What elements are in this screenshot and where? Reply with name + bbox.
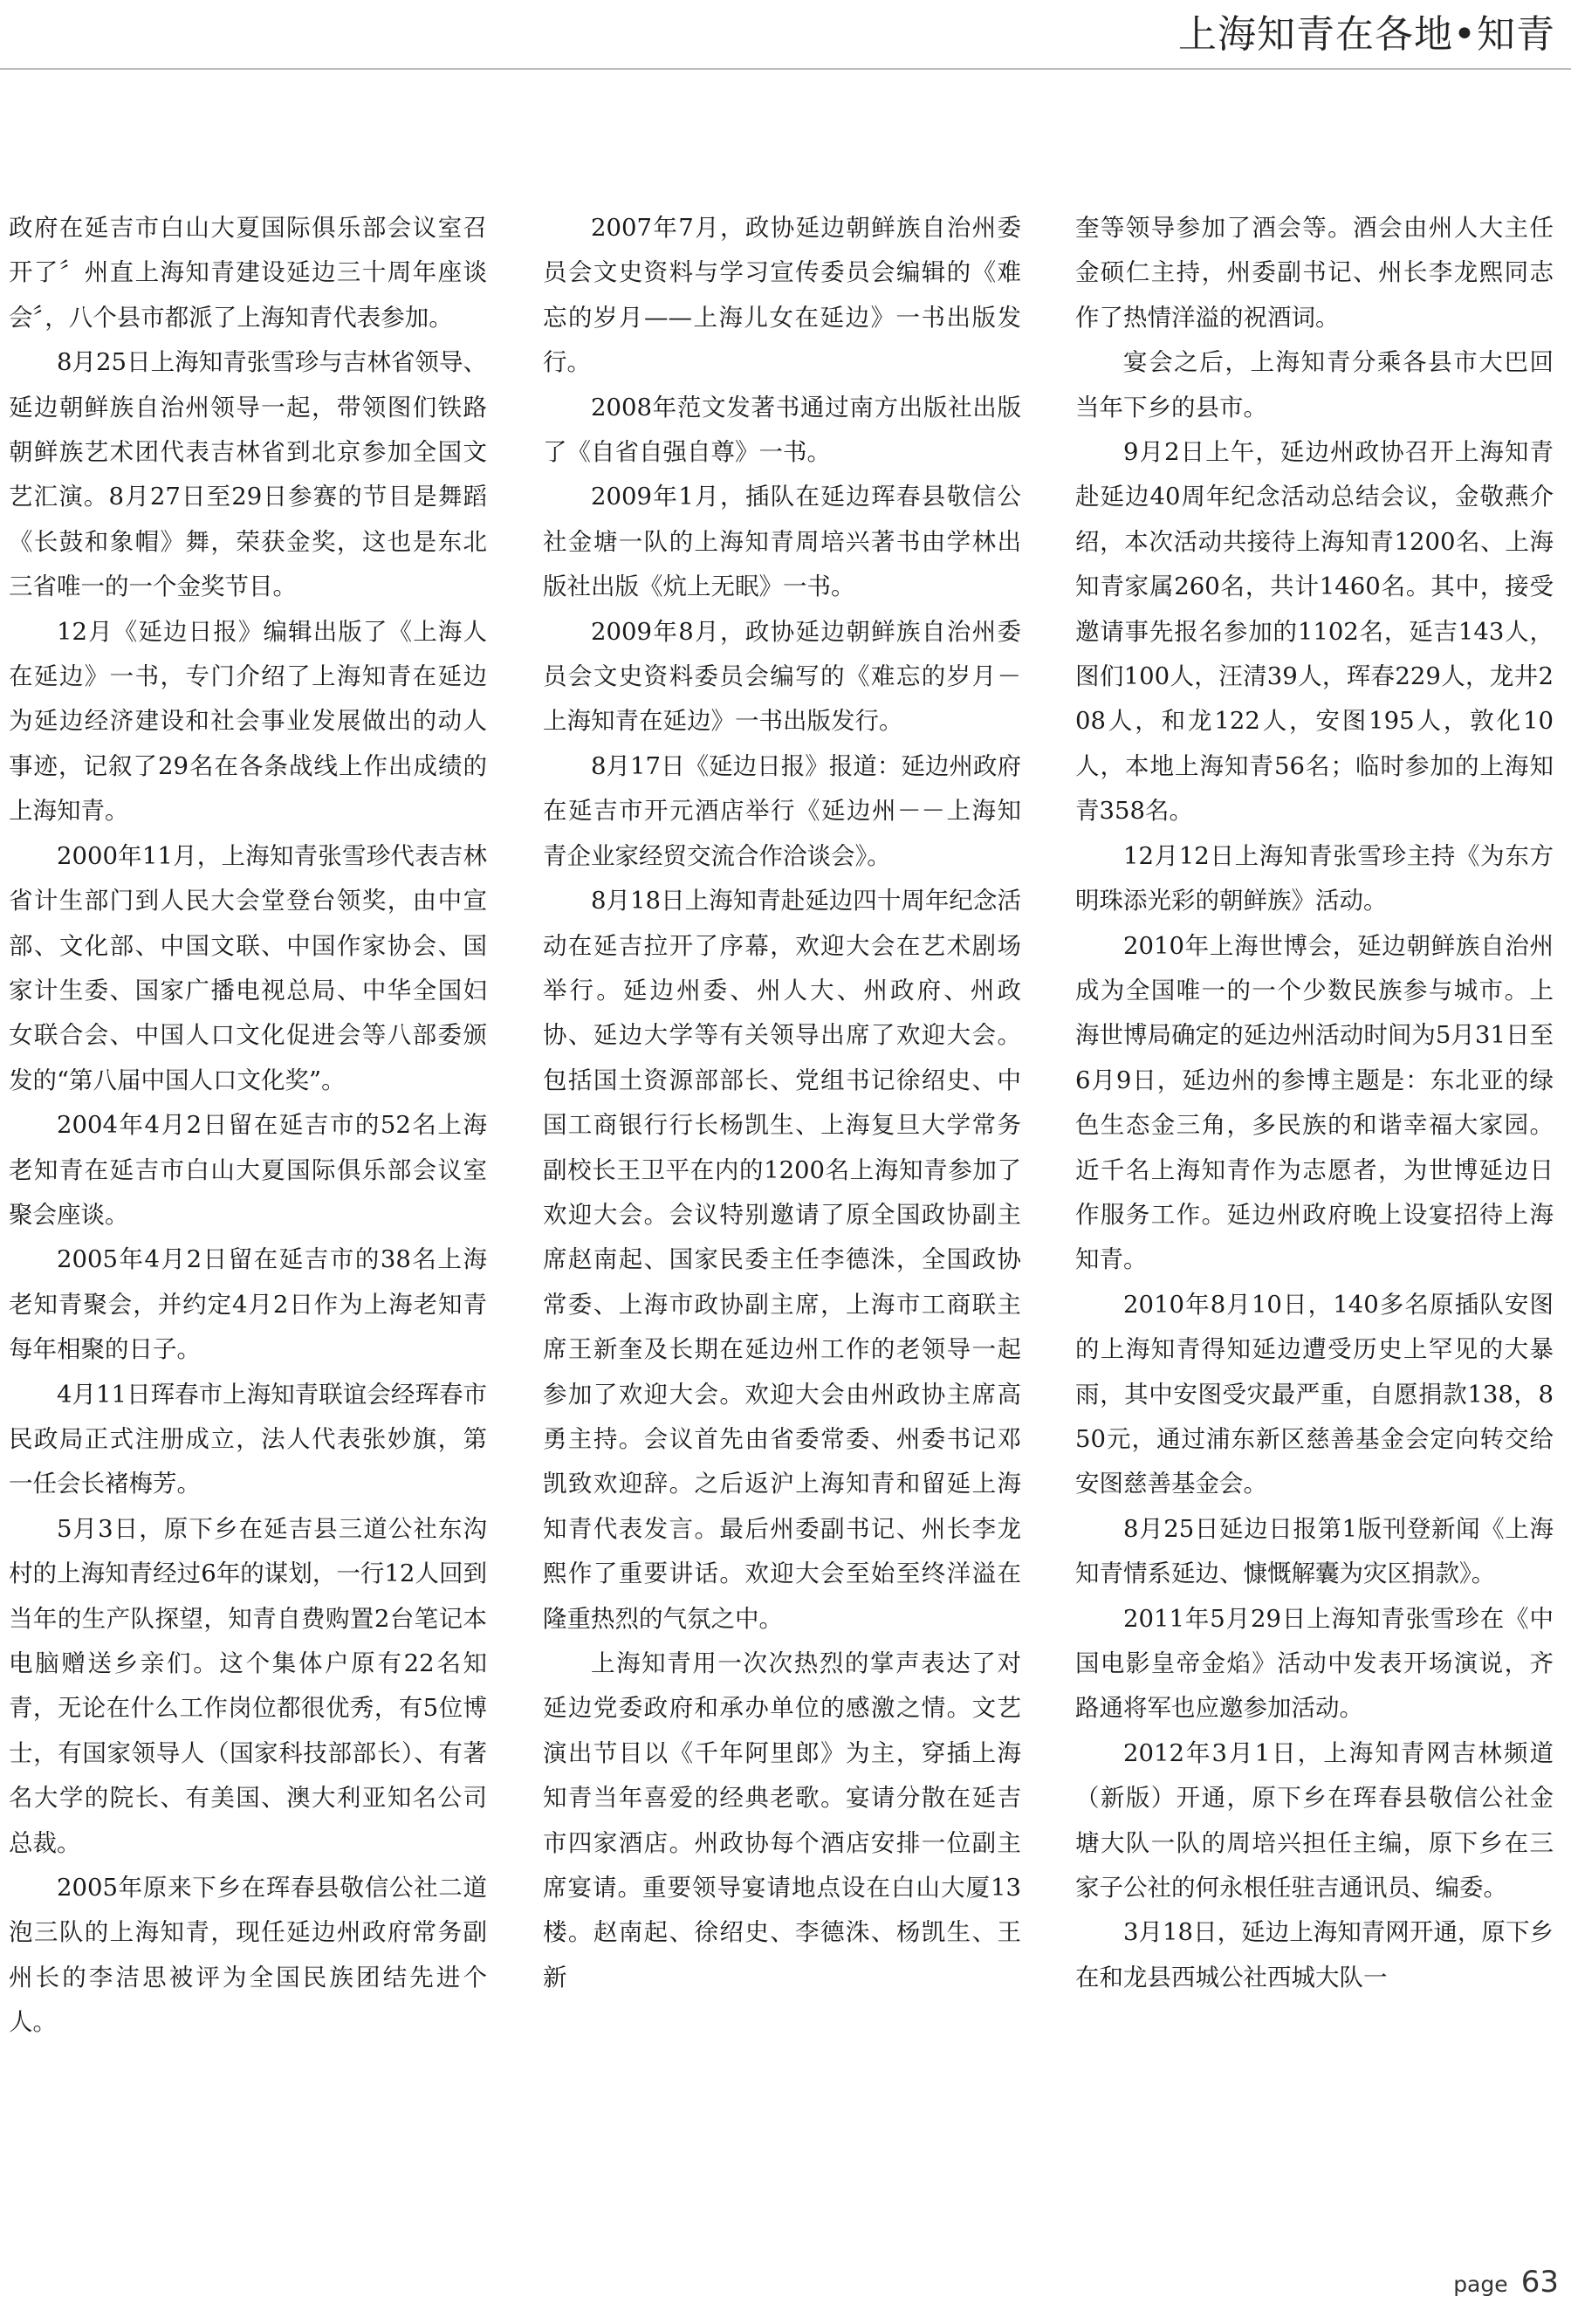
paragraph: 2009年1月，插队在延边珲春县敬信公社金塘一队的上海知青周培兴著书由学林出版社出版《炕上无眠》一书。 [543, 483, 1021, 601]
page-header [0, 0, 1571, 70]
paragraph: 8月25日延边日报第1版刊登新闻《上海知青情系延边、慷慨解囊为灾区捐款》。 [1075, 1514, 1554, 1588]
paragraph: 5月3日，原下乡在延吉县三道公社东沟村的上海知青经过6年的谋划，一行12人回到当年的生产队探望，知青自费购置2台笔记本电脑赠送乡亲们。这个集体户原有22名知青，无论在什么工作岗位都很优秀，有5位博士，有国家领导人（国家科技部部长）、有著名大学的院长、有美国、澳大利亚知名公司总裁。 [9, 1514, 487, 1857]
section-title: 上海知青在各地•知青 [1178, 12, 1555, 57]
paragraph: 8月18日上海知青赴延边四十周年纪念活动在延吉拉开了序幕，欢迎大会在艺术剧场举行。延边州委、州人大、州政府、州政协、延边大学等有关领导出席了欢迎大会。包括国土资源部部长、党组书记徐绍史、中国工商银行行长杨凯生、上海复旦大学常务副校长王卫平在内的1200名上海知青参加了欢迎大会。会议特别邀请了原全国政协副主席赵南起、国家民委主任李德洙，全国政协常委、上海市政协副主席，上海市工商联主席王新奎及长期在延边州工作的老领导一起参加了欢迎大会。欢迎大会由州政协主席高勇主持。会议首先由省委常委、州委书记邓凯致欢迎辞。之后返沪上海知青和留延上海知青代表发言。最后州委副书记、州长李龙熙作了重要讲话。欢迎大会至始至终洋溢在隆重热烈的气氛之中。 [543, 887, 1021, 1633]
paragraph: 2004年4月2日留在延吉市的52名上海老知青在延吉市白山大夏国际俱乐部会议室聚会座谈。 [9, 1111, 487, 1229]
paragraph: 2009年8月，政协延边朝鲜族自治州委员会文史资料委员会编写的《难忘的岁月－上海知青在延边》一书出版发行。 [543, 617, 1021, 736]
page-label: page [1453, 2272, 1508, 2297]
paragraph: 奎等领导参加了酒会等。酒会由州人大主任金硕仁主持，州委副书记、州长李龙熙同志作了热情洋溢的祝酒词。 [1075, 214, 1554, 332]
paragraph: 3月18日，延边上海知青网开通，原下乡在和龙县西城公社西城大队一 [1075, 1918, 1554, 1992]
paragraph: 上海知青用一次次热烈的掌声表达了对延边党委政府和承办单位的感激之情。文艺演出节目以《千年阿里郎》为主，穿插上海知青当年喜爱的经典老歌。宴请分散在延吉市四家酒店。州政协每个酒店安排一位副主席宴请。重要领导宴请地点设在白山大厦13楼。赵南起、徐绍史、李德洙、杨凯生、王新 [543, 1649, 1021, 1992]
header-divider [0, 68, 1571, 70]
paragraph: 12月12日上海知青张雪珍主持《为东方明珠添光彩的朝鲜族》活动。 [1075, 841, 1554, 915]
paragraph: 2007年7月，政协延边朝鲜族自治州委员会文史资料与学习宣传委员会编辑的《难忘的岁月——上海儿女在延边》一书出版发行。 [543, 214, 1021, 377]
paragraph: 2010年8月10日，140多名原插队安图的上海知青得知延边遭受历史上罕见的大暴雨，其中安图受灾最严重，自愿捐款138，850元，通过浦东新区慈善基金会定向转交给安图慈善基金会。 [1075, 1290, 1554, 1498]
paragraph: 4月11日珲春市上海知青联谊会经珲春市民政局正式注册成立，法人代表张妙旗，第一任会长褚梅芳。 [9, 1380, 487, 1498]
paragraph: 2011年5月29日上海知青张雪珍在《中国电影皇帝金焰》活动中发表开场演说，齐路通将军也应邀参加活动。 [1075, 1604, 1554, 1723]
paragraph: 2005年4月2日留在延吉市的38名上海老知青聚会，并约定4月2日作为上海老知青每年相聚的日子。 [9, 1245, 487, 1364]
paragraph: 9月2日上午，延边州政协召开上海知青赴延边40周年纪念活动总结会议，金敬燕介绍，本次活动共接待上海知青1200名、上海知青家属260名，共计1460名。其中，接受邀请事先报名参加的1102名，延吉143人，图们100人，汪清39人，珲春229人，龙井208人，和龙122人，安图195人，敦化10人，本地上海知青56名；临时参加的上海知青358名。 [1075, 438, 1554, 826]
text-column-3 [1075, 206, 1554, 2239]
paragraph: 宴会之后，上海知青分乘各县市大巴回当年下乡的县市。 [1075, 348, 1554, 422]
paragraph: 2010年上海世博会，延边朝鲜族自治州成为全国唯一的一个少数民族参与城市。上海世博局确定的延边州活动时间为5月31日至6月9日，延边州的参博主题是：东北亚的绿色生态金三角，多民族的和谐幸福大家园。近千名上海知青作为志愿者，为世博延边日作服务工作。延边州政府晚上设宴招待上海知青。 [1075, 931, 1554, 1274]
paragraph: 8月17日《延边日报》报道：延边州政府在延吉市开元酒店举行《延边州－－上海知青企业家经贸交流合作洽谈会》。 [543, 751, 1021, 870]
paragraph: 2008年范文发著书通过南方出版社出版了《自省自强自尊》一书。 [543, 393, 1021, 467]
text-column-2 [543, 206, 1021, 2239]
paragraph: 12月《延边日报》编辑出版了《上海人在延边》一书，专门介绍了上海知青在延边为延边经济建设和社会事业发展做出的动人事迹，记叙了29名在各条战线上作出成绩的上海知青。 [9, 617, 487, 826]
page-number: 63 [1520, 2265, 1559, 2300]
paragraph: 8月25日上海知青张雪珍与吉林省领导、延边朝鲜族自治州领导一起，带领图们铁路朝鲜族艺术团代表吉林省到北京参加全国文艺汇演。8月27日至29日参赛的节目是舞蹈《长鼓和象帽》舞，荣获金奖，这也是东北三省唯一的一个金奖节目。 [9, 348, 487, 601]
text-column-1 [9, 206, 487, 2239]
paragraph: 2012年3月1日，上海知青网吉林频道（新版）开通，原下乡在珲春县敬信公社金塘大队一队的周培兴担任主编，原下乡在三家子公社的何永根任驻吉通讯员、编委。 [1075, 1738, 1554, 1902]
paragraph: 政府在延吉市白山大夏国际俱乐部会议室召开了〞州直上海知青建设延边三十周年座谈会〞，八个县市都派了上海知青代表参加。 [9, 214, 487, 332]
paragraph: 2005年原来下乡在珲春县敬信公社二道泡三队的上海知青，现任延边州政府常务副州长的李洁思被评为全国民族团结先进个人。 [9, 1874, 487, 2037]
page-footer [1453, 2265, 1559, 2307]
paragraph: 2000年11月，上海知青张雪珍代表吉林省计生部门到人民大会堂登台领奖，由中宣部、文化部、中国文联、中国作家协会、国家计生委、国家广播电视总局、中华全国妇女联合会、中国人口文化促进会等八部委颁发的“第八届中国人口文化奖”。 [9, 841, 487, 1094]
